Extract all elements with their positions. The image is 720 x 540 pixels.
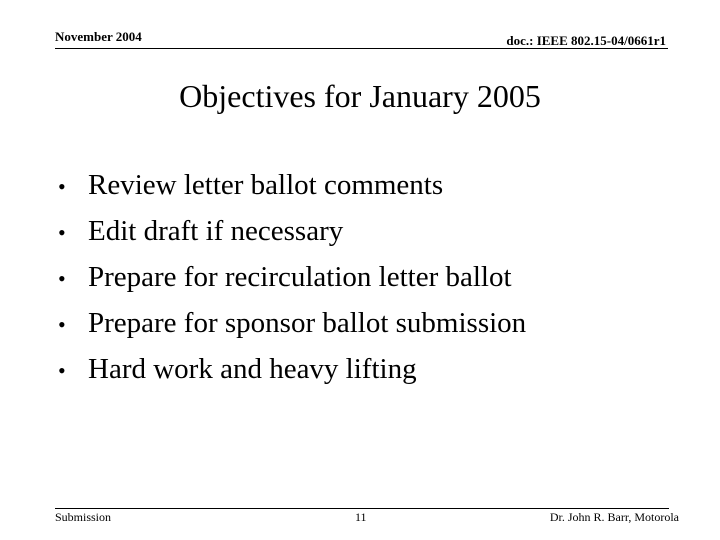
bullet-icon: •	[58, 174, 66, 199]
footer-author: Dr. John R. Barr, Motorola	[549, 510, 679, 524]
bullet-text: Prepare for sponsor ballot submission	[88, 307, 527, 339]
header-doc-id: doc.: IEEE 802.15-04/0661r1	[506, 33, 666, 48]
bullet-text: Prepare for recirculation letter ballot	[88, 261, 512, 293]
bullet-text: Review letter ballot comments	[88, 169, 444, 201]
bullet-item	[58, 254, 526, 300]
slide-title: Objectives for January 2005	[179, 78, 541, 114]
footer-submission: Submission	[55, 510, 112, 524]
bullet-text: Edit draft if necessary	[88, 215, 344, 247]
bullet-item	[58, 162, 526, 208]
header-date: November 2004	[55, 29, 142, 44]
bullet-icon: •	[58, 358, 66, 383]
header-divider	[55, 48, 668, 49]
bullet-icon: •	[58, 266, 66, 291]
bullet-icon: •	[58, 220, 66, 245]
bullet-text: Hard work and heavy lifting	[88, 353, 417, 385]
bullet-list	[58, 162, 526, 392]
bullet-item	[58, 300, 526, 346]
page-number: 11	[355, 510, 367, 524]
footer-divider	[55, 508, 669, 509]
bullet-item	[58, 346, 526, 392]
bullet-item	[58, 208, 526, 254]
bullet-icon: •	[58, 312, 66, 337]
